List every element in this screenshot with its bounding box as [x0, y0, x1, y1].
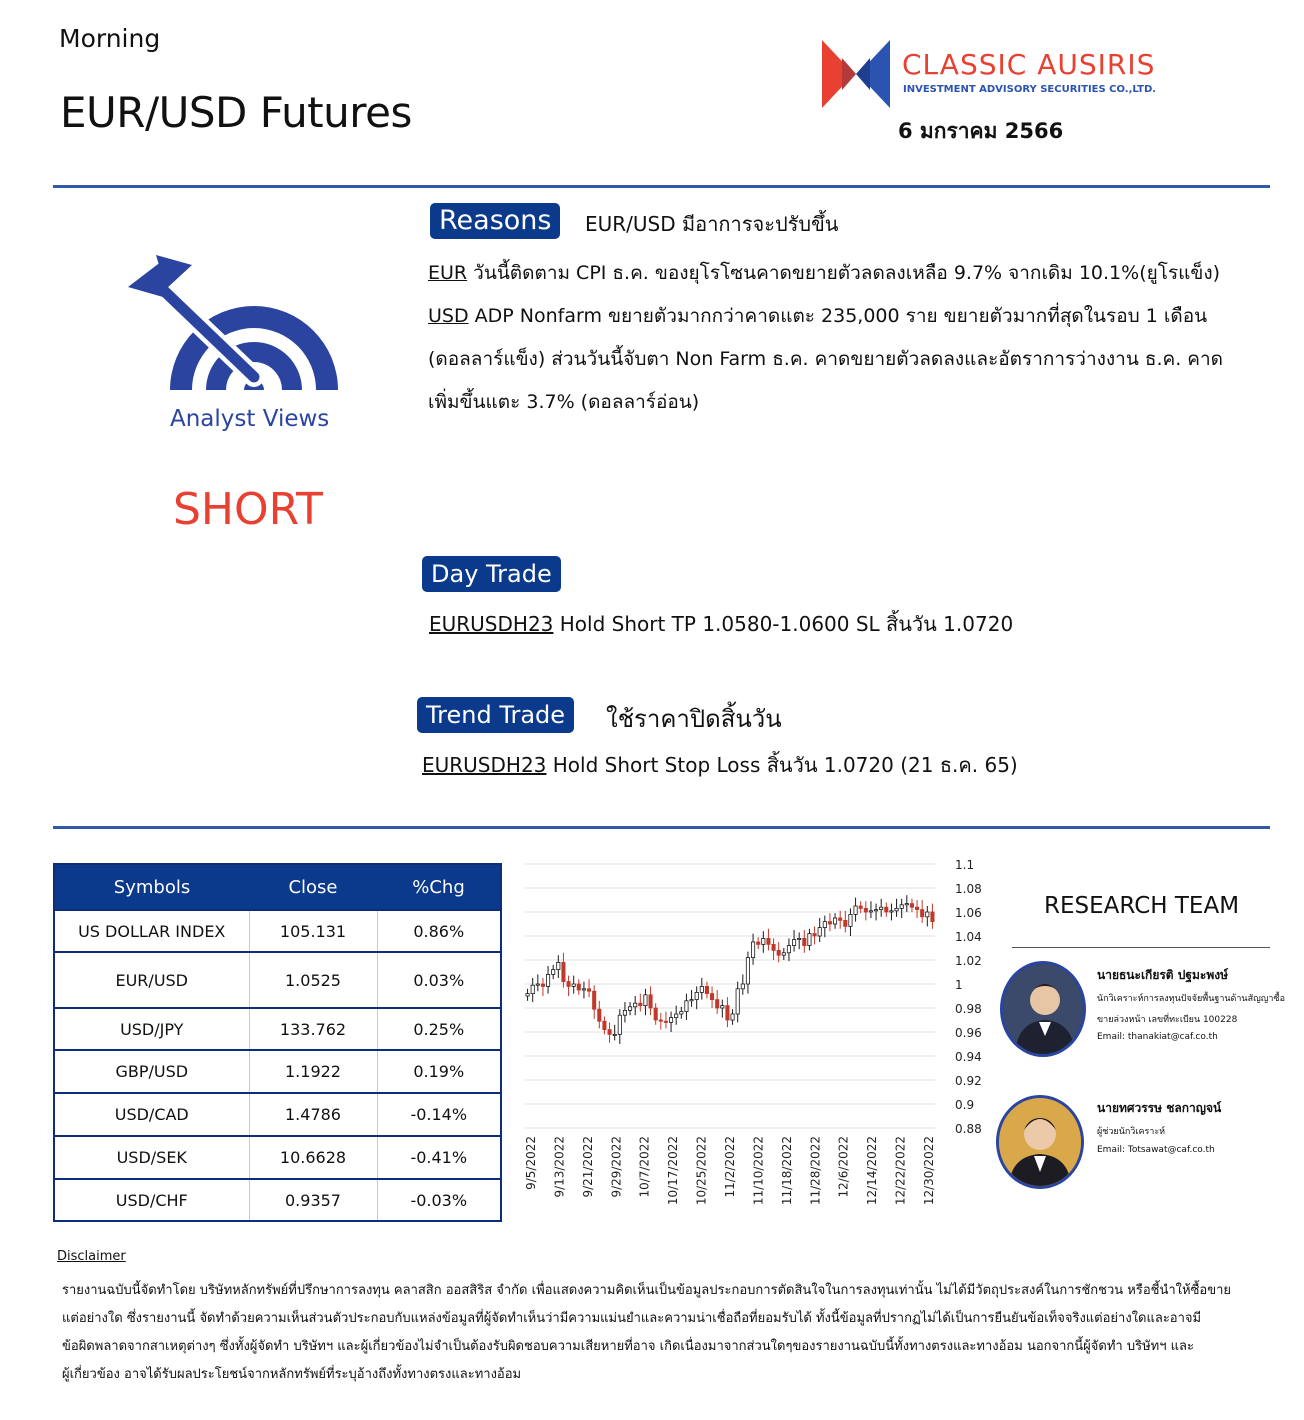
reason-key-eur: EUR — [428, 262, 468, 284]
disclaimer-line: ข้อผิดพลาดจากสาเหตุต่างๆ ซึ่งทั้งผู้จัดทำ บริษัทฯ และผู้เกี่ยวข้องไม่จำเป็นต้องรับผิดชอบความเสียหายที่อาจ เกิดเนื่องมาจากส่วนใดๆของรายงานฉบับนี้ทั้งทางตรงและทางอ้อม นอกจากนี้ผู้จัดทำ บริษัทฯ และ — [62, 1339, 1194, 1354]
day-trade-text: Hold Short TP 1.0580-1.0600 SL สิ้นวัน 1.0720 — [553, 612, 1014, 636]
table-row: USD/SEK 10.6628 -0.41% — [54, 1136, 501, 1179]
candle — [910, 904, 913, 908]
trend-trade-signal — [422, 749, 1018, 781]
report-date: 6 มกราคม 2566 — [898, 119, 1064, 143]
candle — [869, 911, 872, 912]
y-tick-label: 0.88 — [955, 1122, 982, 1136]
col-close: Close — [249, 864, 377, 910]
y-tick-label: 1.02 — [955, 954, 982, 968]
table-row: EUR/USD 1.0525 0.03% — [54, 952, 501, 1008]
candle — [705, 986, 708, 993]
reason-line-usd: USD ADP Nonfarm ขยายตัวมากกว่าคาดแตะ 235,000 ราย ขยายตัวมากที่สุดในรอบ 1 เดือน — [428, 305, 1208, 327]
member-1-role-2: ขายล่วงหน้า เลขที่ทะเบียน 100228 — [1097, 1015, 1238, 1025]
candle — [552, 970, 555, 975]
x-tick-label: 11/28/2022 — [808, 1136, 823, 1206]
candle — [859, 906, 862, 908]
candle — [741, 984, 744, 989]
y-tick-label: 1.1 — [955, 858, 975, 872]
table-row: USD/CHF 0.9357 -0.03% — [54, 1179, 501, 1221]
candle — [864, 908, 867, 912]
x-tick-label: 12/30/2022 — [922, 1136, 936, 1206]
session-label: Morning — [59, 24, 161, 53]
top-divider — [53, 185, 1270, 188]
candle — [915, 907, 918, 909]
candle — [680, 1012, 683, 1014]
candle — [828, 922, 831, 924]
candle — [772, 944, 775, 950]
candle — [726, 1006, 729, 1020]
candle — [731, 1014, 734, 1020]
analyst-view-short: SHORT — [173, 484, 323, 535]
candle — [880, 907, 883, 909]
member-2-role: ผู้ช่วยนักวิเคราะห์ — [1097, 1127, 1166, 1137]
disclaimer-line: แต่อย่างใด ซึ่งรายงานนี้ จัดทำด้วยความเห็นส่วนตัวประกอบกับแหล่งข้อมูลที่ผู้จัดทำเห็นว่ามีความแม่นยำและความน่าเชื่อถือที่ยอมรับได้ ทั้งนี้ข้อมูลที่ปรากฏไม่ได้เป็นการยืนยันข้อเท็จจริงแต่อย่างใดและอาจมี — [62, 1311, 1202, 1326]
candle — [536, 984, 539, 985]
candle — [531, 985, 534, 993]
candle — [757, 942, 760, 944]
x-tick-label: 9/29/2022 — [609, 1136, 624, 1198]
x-tick-label: 9/5/2022 — [524, 1136, 538, 1190]
candle — [577, 984, 580, 990]
candle — [874, 910, 877, 911]
candle — [849, 914, 852, 926]
trend-trade-tag: Trend Trade — [417, 697, 574, 733]
person-icon — [999, 1098, 1081, 1186]
x-tick-label: 12/6/2022 — [836, 1136, 851, 1198]
candle — [675, 1014, 678, 1018]
candle — [833, 918, 836, 924]
candle — [721, 1006, 724, 1008]
reasons-headline: EUR/USD มีอาการจะปรับขึ้น — [585, 212, 839, 236]
y-tick-label: 0.96 — [955, 1026, 982, 1040]
research-team-divider — [1012, 947, 1270, 948]
x-tick-label: 11/10/2022 — [751, 1136, 766, 1206]
candle — [900, 905, 903, 909]
candle — [593, 991, 596, 1009]
candle — [644, 995, 647, 1006]
candle — [716, 1000, 719, 1008]
brand-name: CLASSIC AUSIRIS — [902, 48, 1156, 81]
candle — [572, 984, 575, 986]
reasons-tag: Reasons — [430, 203, 560, 239]
y-tick-label: 1.04 — [955, 930, 982, 944]
day-trade-symbol: EURUSDH23 — [429, 612, 554, 636]
day-trade-tag: Day Trade — [422, 556, 561, 592]
analyst-views-graphic — [120, 255, 345, 405]
candle — [618, 1015, 621, 1034]
candle — [623, 1010, 626, 1015]
candle — [634, 1003, 637, 1007]
table-row: USD/CAD 1.4786 -0.14% — [54, 1093, 501, 1136]
logo-mark-icon — [820, 38, 892, 110]
candle — [839, 918, 842, 920]
candle — [659, 1020, 662, 1021]
candle — [700, 986, 703, 992]
member-2-name: นายทศวรรษ ชลกาญจน์ — [1097, 1101, 1222, 1115]
candle — [654, 1008, 657, 1020]
candle — [562, 962, 565, 981]
x-tick-label: 12/14/2022 — [865, 1136, 880, 1206]
candle — [736, 989, 739, 1014]
candle — [762, 938, 765, 944]
x-tick-label: 9/21/2022 — [580, 1136, 595, 1198]
candle — [767, 938, 770, 944]
y-tick-label: 0.98 — [955, 1002, 982, 1016]
table-row: USD/JPY 133.762 0.25% — [54, 1008, 501, 1050]
candle — [639, 1003, 642, 1005]
research-team-title: RESEARCH TEAM — [1044, 893, 1240, 919]
candle — [664, 1021, 667, 1022]
col-chg: %Chg — [377, 864, 501, 910]
candle — [598, 1009, 601, 1021]
brand-subtitle: INVESTMENT ADVISORY SECURITIES CO.,LTD. — [903, 84, 1157, 95]
table-row: GBP/USD 1.1922 0.19% — [54, 1050, 501, 1093]
candle — [710, 994, 713, 1000]
candle — [613, 1034, 616, 1035]
disclaimer-line: รายงานฉบับนี้จัดทำโดย บริษัทหลักทรัพย์ที่ปรึกษาการลงทุน คลาสสิก ออสสิริส จำกัด เพื่อแสดงความคิดเห็นเป็นข้อมูลประกอบการตัดสินใจในการลงทุนเท่านั้น ไม่ได้มีวัตถุประสงค์ในการชักชวน หรือชี้นำให้ซื้อขาย — [62, 1283, 1232, 1298]
candle — [685, 1001, 688, 1012]
candle — [587, 989, 590, 991]
reason-key-usd: USD — [428, 305, 469, 327]
candle — [541, 984, 544, 986]
reason-line-eur: EUR วันนี้ติดตาม CPI ธ.ค. ของยุโรโซนคาดขยายตัวลดลงเหลือ 9.7% จากเดิม 10.1%(ยูโรแข็ง) — [428, 262, 1221, 284]
candle — [546, 974, 549, 986]
candle — [649, 995, 652, 1008]
candle — [818, 928, 821, 936]
avatar — [996, 1095, 1084, 1189]
reason-line-3: (ดอลลาร์แข็ง) ส่วนวันนี้จับตา Non Farm ธ.ค. คาดขยายตัวลดลงและอัตราการว่างงาน ธ.ค. คาด — [428, 348, 1224, 370]
candle — [803, 938, 806, 945]
page-title: EUR/USD Futures — [60, 88, 412, 137]
candle — [669, 1018, 672, 1023]
x-tick-label: 10/17/2022 — [666, 1136, 681, 1206]
candle — [695, 992, 698, 999]
candle — [885, 907, 888, 912]
candle — [931, 912, 934, 922]
candle — [582, 989, 585, 990]
candle — [787, 946, 790, 953]
x-tick-label: 10/7/2022 — [637, 1136, 652, 1198]
member-2-email: Email: Totsawat@caf.co.th — [1097, 1145, 1215, 1155]
trend-trade-text: Hold Short Stop Loss สิ้นวัน 1.0720 (21 ธ.ค. 65) — [546, 753, 1018, 777]
member-1-email: Email: thanakiat@caf.co.th — [1097, 1032, 1218, 1042]
y-tick-label: 0.92 — [955, 1074, 982, 1088]
x-tick-label: 12/22/2022 — [893, 1136, 908, 1206]
trend-trade-note: ใช้ราคาปิดสิ้นวัน — [606, 705, 782, 733]
x-tick-label: 10/25/2022 — [694, 1136, 709, 1206]
table-row: US DOLLAR INDEX 105.131 0.86% — [54, 910, 501, 952]
candle — [792, 940, 795, 946]
middle-divider — [53, 826, 1270, 829]
candle — [782, 953, 785, 955]
company-logo — [820, 38, 1170, 114]
disclaimer-body — [62, 1279, 1272, 1387]
candle — [798, 938, 801, 939]
candle — [608, 1030, 611, 1035]
reasons-body — [428, 252, 1288, 424]
target-arrow-icon — [120, 255, 345, 395]
x-tick-label: 11/2/2022 — [723, 1136, 737, 1198]
candle — [567, 982, 570, 987]
reason-line-4: เพิ่มขึ้นแตะ 3.7% (ดอลลาร์อ่อน) — [428, 391, 700, 413]
candle — [526, 994, 529, 996]
market-table — [53, 863, 502, 1222]
candle — [557, 962, 560, 969]
candle — [777, 950, 780, 955]
candle — [854, 906, 857, 914]
candle — [844, 920, 847, 926]
y-tick-label: 0.9 — [955, 1098, 975, 1112]
candle — [690, 1000, 693, 1001]
disclaimer-title: Disclaimer — [57, 1249, 126, 1264]
candle — [823, 922, 826, 928]
avatar — [1000, 961, 1086, 1057]
y-tick-label: 1.08 — [955, 882, 982, 896]
y-tick-label: 1.06 — [955, 906, 982, 920]
market-table-header — [54, 864, 501, 910]
candle — [890, 911, 893, 912]
x-tick-label: 9/13/2022 — [552, 1136, 567, 1198]
candle — [895, 908, 898, 910]
member-1-role: นักวิเคราะห์การลงทุนปัจจัยพื้นฐานด้านสัญญาซื้อ — [1097, 994, 1285, 1004]
candle — [926, 912, 929, 917]
candle — [905, 904, 908, 905]
candle — [603, 1021, 606, 1029]
disclaimer-line: ผู้เกี่ยวข้อง อาจได้รับผลประโยชน์จากหลักทรัพย์ที่ระบุอ้างถึงทั้งทางตรงและทางอ้อม — [62, 1367, 522, 1382]
member-1-name: นายธนะเกียรติ ปฐมะพงษ์ — [1097, 968, 1229, 982]
candle — [813, 934, 816, 936]
col-symbols: Symbols — [54, 864, 249, 910]
x-tick-label: 11/18/2022 — [779, 1136, 794, 1206]
candle — [751, 942, 754, 958]
person-icon — [1003, 964, 1083, 1054]
trend-trade-symbol: EURUSDH23 — [422, 753, 547, 777]
candle — [746, 958, 749, 984]
eurusd-candlestick-chart — [515, 852, 985, 1222]
analyst-views-caption: Analyst Views — [170, 406, 330, 432]
candle — [628, 1007, 631, 1011]
candle — [921, 910, 924, 917]
day-trade-signal — [429, 608, 1013, 640]
y-tick-label: 1 — [955, 978, 963, 992]
y-tick-label: 0.94 — [955, 1050, 982, 1064]
candle — [808, 934, 811, 946]
